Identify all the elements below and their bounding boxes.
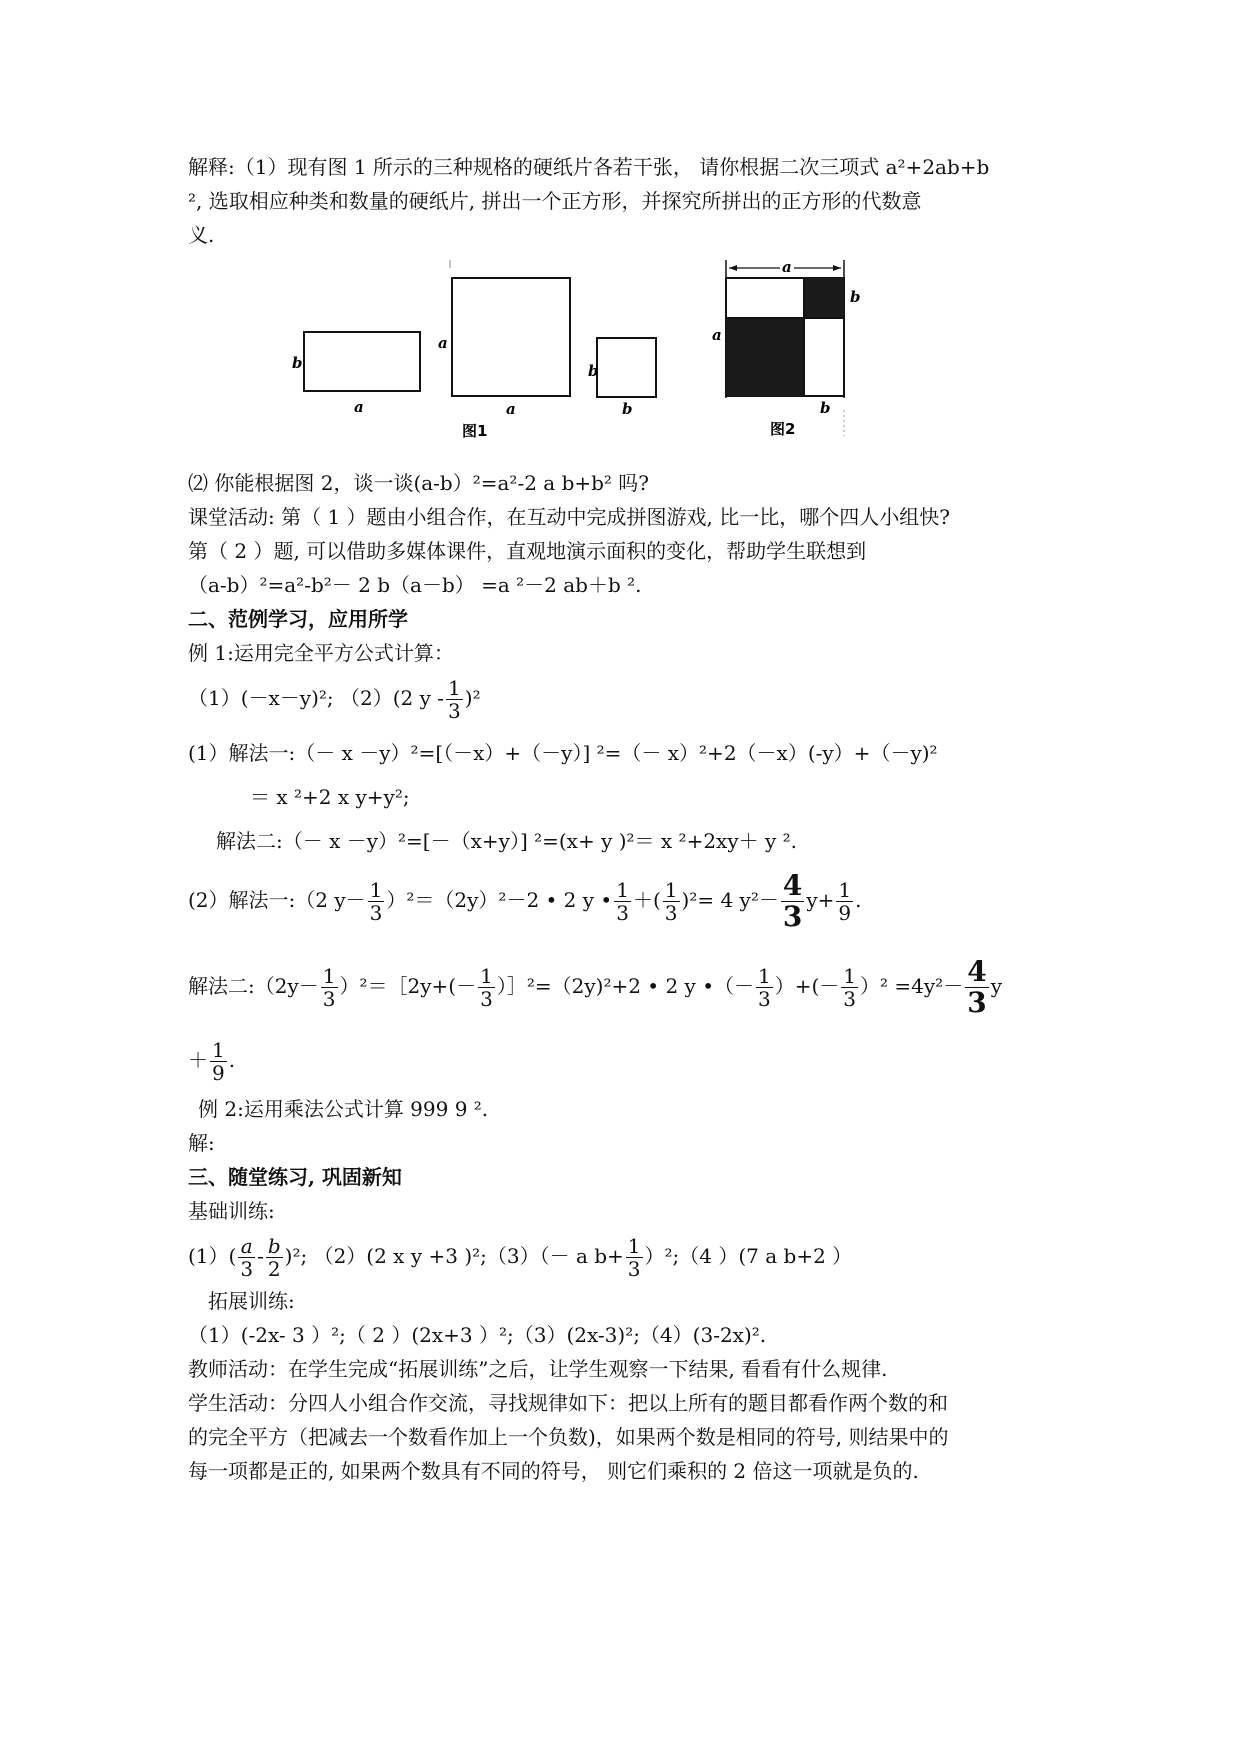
fraction-one-third: $\frac{1}{3}$ (448, 676, 461, 723)
fraction-one-third: $\frac{1}{3}$ (843, 964, 857, 1011)
student-activity-line-1: 学生活动：分四人小组合作交流，寻找规律如下：把以上所有的题目都看作两个数的和 (188, 1391, 948, 1415)
student-activity-line-3: 每一项都是正的, 如果两个数具有不同的符号， 则它们乘积的 2 倍这一项就是负的. (188, 1459, 919, 1483)
example-1-items (188, 670, 1068, 726)
fraction-four-thirds: $\frac{4}{3}$ (782, 869, 803, 933)
section-3-heading: 三、随堂练习, 巩固新知 (188, 1165, 402, 1189)
fraction-one-third: $\frac{1}{3}$ (480, 964, 493, 1011)
fraction-b-over-2: $\frac{b}{2}$ (267, 1234, 281, 1281)
activity-line-3: （a-b）²=a²-b²－ 2 b（a－b） =a ²－2 ab＋b ². (188, 573, 642, 597)
intro-line-1: 解释:（1）现有图 1 所示的三种规格的硬纸片各若干张， 请你根据二次三项式 a²+2ab+b (188, 155, 990, 179)
example-1-title: 例 1:运用完全平方公式计算： (188, 641, 454, 665)
fraction-one-ninth: $\frac{1}{9}$ (838, 878, 852, 925)
fraction-one-third: $\frac{1}{3}$ (369, 878, 383, 925)
figures-svg (188, 260, 1068, 460)
fig2-label-b-bottom: b (820, 399, 831, 417)
fraction-a-over-3: $\frac{a}{3}$ (240, 1234, 254, 1281)
fig1-square-label-a-bottom: a (506, 400, 516, 418)
fig1-rect-label-a: a (354, 398, 364, 416)
question-2: ⑵ 你能根据图 2，谈一谈(a-b）²=a²-2 a b+b² 吗? (188, 471, 650, 495)
fig2-label-a-left: a (712, 326, 722, 344)
solution-1-method-2: 解法二:（－ x －y）²=[－（x+y）] ²=(x+ y )²＝ x ²+2xy＋ y ². (216, 829, 798, 853)
square-a (452, 278, 570, 396)
fig2-label-b-right: b (850, 288, 861, 306)
document-page (188, 150, 1068, 1488)
square-b (597, 338, 656, 397)
fig2-shaded-b-square (804, 278, 844, 318)
ex1-items-text: （1）(－x－y)²; （2）(2 y - (188, 686, 445, 710)
fraction-one-third: $\frac{1}{3}$ (758, 964, 771, 1011)
fig1-small-label-b: b (588, 362, 599, 380)
solution-2-method-2: 解法二:（2y－ $\frac{1}{3}$ ）²＝［2y+(－ $\frac{1}{3}$ ）］²=（2y)²+2 • 2 y •（－ $\frac{1}{3}$ ）+(－ $\frac{1}{3}$ ）² =4y²－ $\frac{4}{3}$ y (188, 955, 1003, 1019)
intro-line-3: 义. (188, 223, 215, 247)
fraction-one-third: $\frac{1}{3}$ (627, 1234, 641, 1281)
extension-training-title: 拓展训练: (208, 1289, 295, 1313)
intro-line-2: ², 选取相应种类和数量的硬纸片, 拼出一个正方形，并探究所拼出的正方形的代数意 (188, 189, 922, 213)
fraction-four-thirds: $\frac{4}{3}$ (967, 955, 987, 1019)
activity-line-1: 课堂活动: 第（ 1 ）题由小组合作，在互动中完成拼图游戏, 比一比，哪个四人小组快? (188, 505, 950, 529)
fig1-rect-label-b: b (292, 354, 303, 372)
fig2-caption: 图2 (770, 420, 796, 438)
fraction-one-third: $\frac{1}{3}$ (322, 964, 336, 1011)
fraction-one-third: $\frac{1}{3}$ (616, 878, 629, 925)
extension-training-items: （1）(-2x- 3 ）²;（ 2 ）(2x+3 ）²;（3）(2x-3)²;（4）(3-2x)². (188, 1323, 767, 1347)
fraction-one-ninth: $\frac{1}{9}$ (212, 1038, 225, 1085)
student-activity-line-2: 的完全平方（把减去一个数看作加上一个负数)，如果两个数是相同的符号, 则结果中的 (188, 1425, 949, 1449)
teacher-activity: 教师活动：在学生完成“拓展训练”之后，让学生观察一下结果, 看看有什么规律. (188, 1357, 888, 1381)
fig2-label-a-top: a (782, 260, 792, 276)
fig2-arrow-right (833, 265, 841, 271)
solution-2-method-2-cont: ＋ $\frac{1}{9}$ . (188, 1038, 236, 1085)
fig1-square-label-a: a (438, 334, 448, 352)
fig2-arrow-left (729, 265, 737, 271)
activity-line-2: 第（ 2 ）题, 可以借助多媒体课件，直观地演示面积的变化，帮助学生联想到 (188, 539, 867, 563)
section-2-heading: 二、范例学习，应用所学 (188, 607, 408, 631)
figure-row (188, 260, 1068, 460)
fig2-shaded-a-minus-b-square (726, 318, 804, 396)
fraction-one-third: $\frac{1}{3}$ (664, 878, 678, 925)
solution-1-method-1-cont: ＝ x ²+2 x y+y²; (250, 785, 410, 809)
ex1-items-tail: )² (464, 686, 481, 710)
solution-2-method-1: (2）解法一:（2 y－ $\frac{1}{3}$ ）²＝（2y）²－2 • 2 y • $\frac{1}{3}$ ＋( $\frac{1}{3}$ )²= 4 y²－ $\frac{4}{3}$ y+ $\frac{1}{9}$ . (188, 869, 862, 933)
fig1-small-label-b-bottom: b (622, 400, 633, 418)
basic-training-items: (1）( $\frac{a}{3}$ - $\frac{b}{2}$ )²; （2）(2 x y +3 )²;（3）（－ a b+ $\frac{1}{3}$ ）²;（4 ）(7 a b+2 ） (188, 1234, 853, 1281)
example-2-title: 例 2:运用乘法公式计算 999 9 ². (198, 1097, 489, 1121)
basic-training-title: 基础训练: (188, 1199, 275, 1223)
solution-1-method-1: (1）解法一:（－ x －y）²=[（－x）+（－y）] ²=（－ x）²+2（－x）(-y）+（－y)² (188, 741, 938, 765)
rect-ab (304, 332, 420, 391)
example-2-solution: 解: (188, 1131, 215, 1155)
fig1-caption: 图1 (462, 422, 488, 440)
